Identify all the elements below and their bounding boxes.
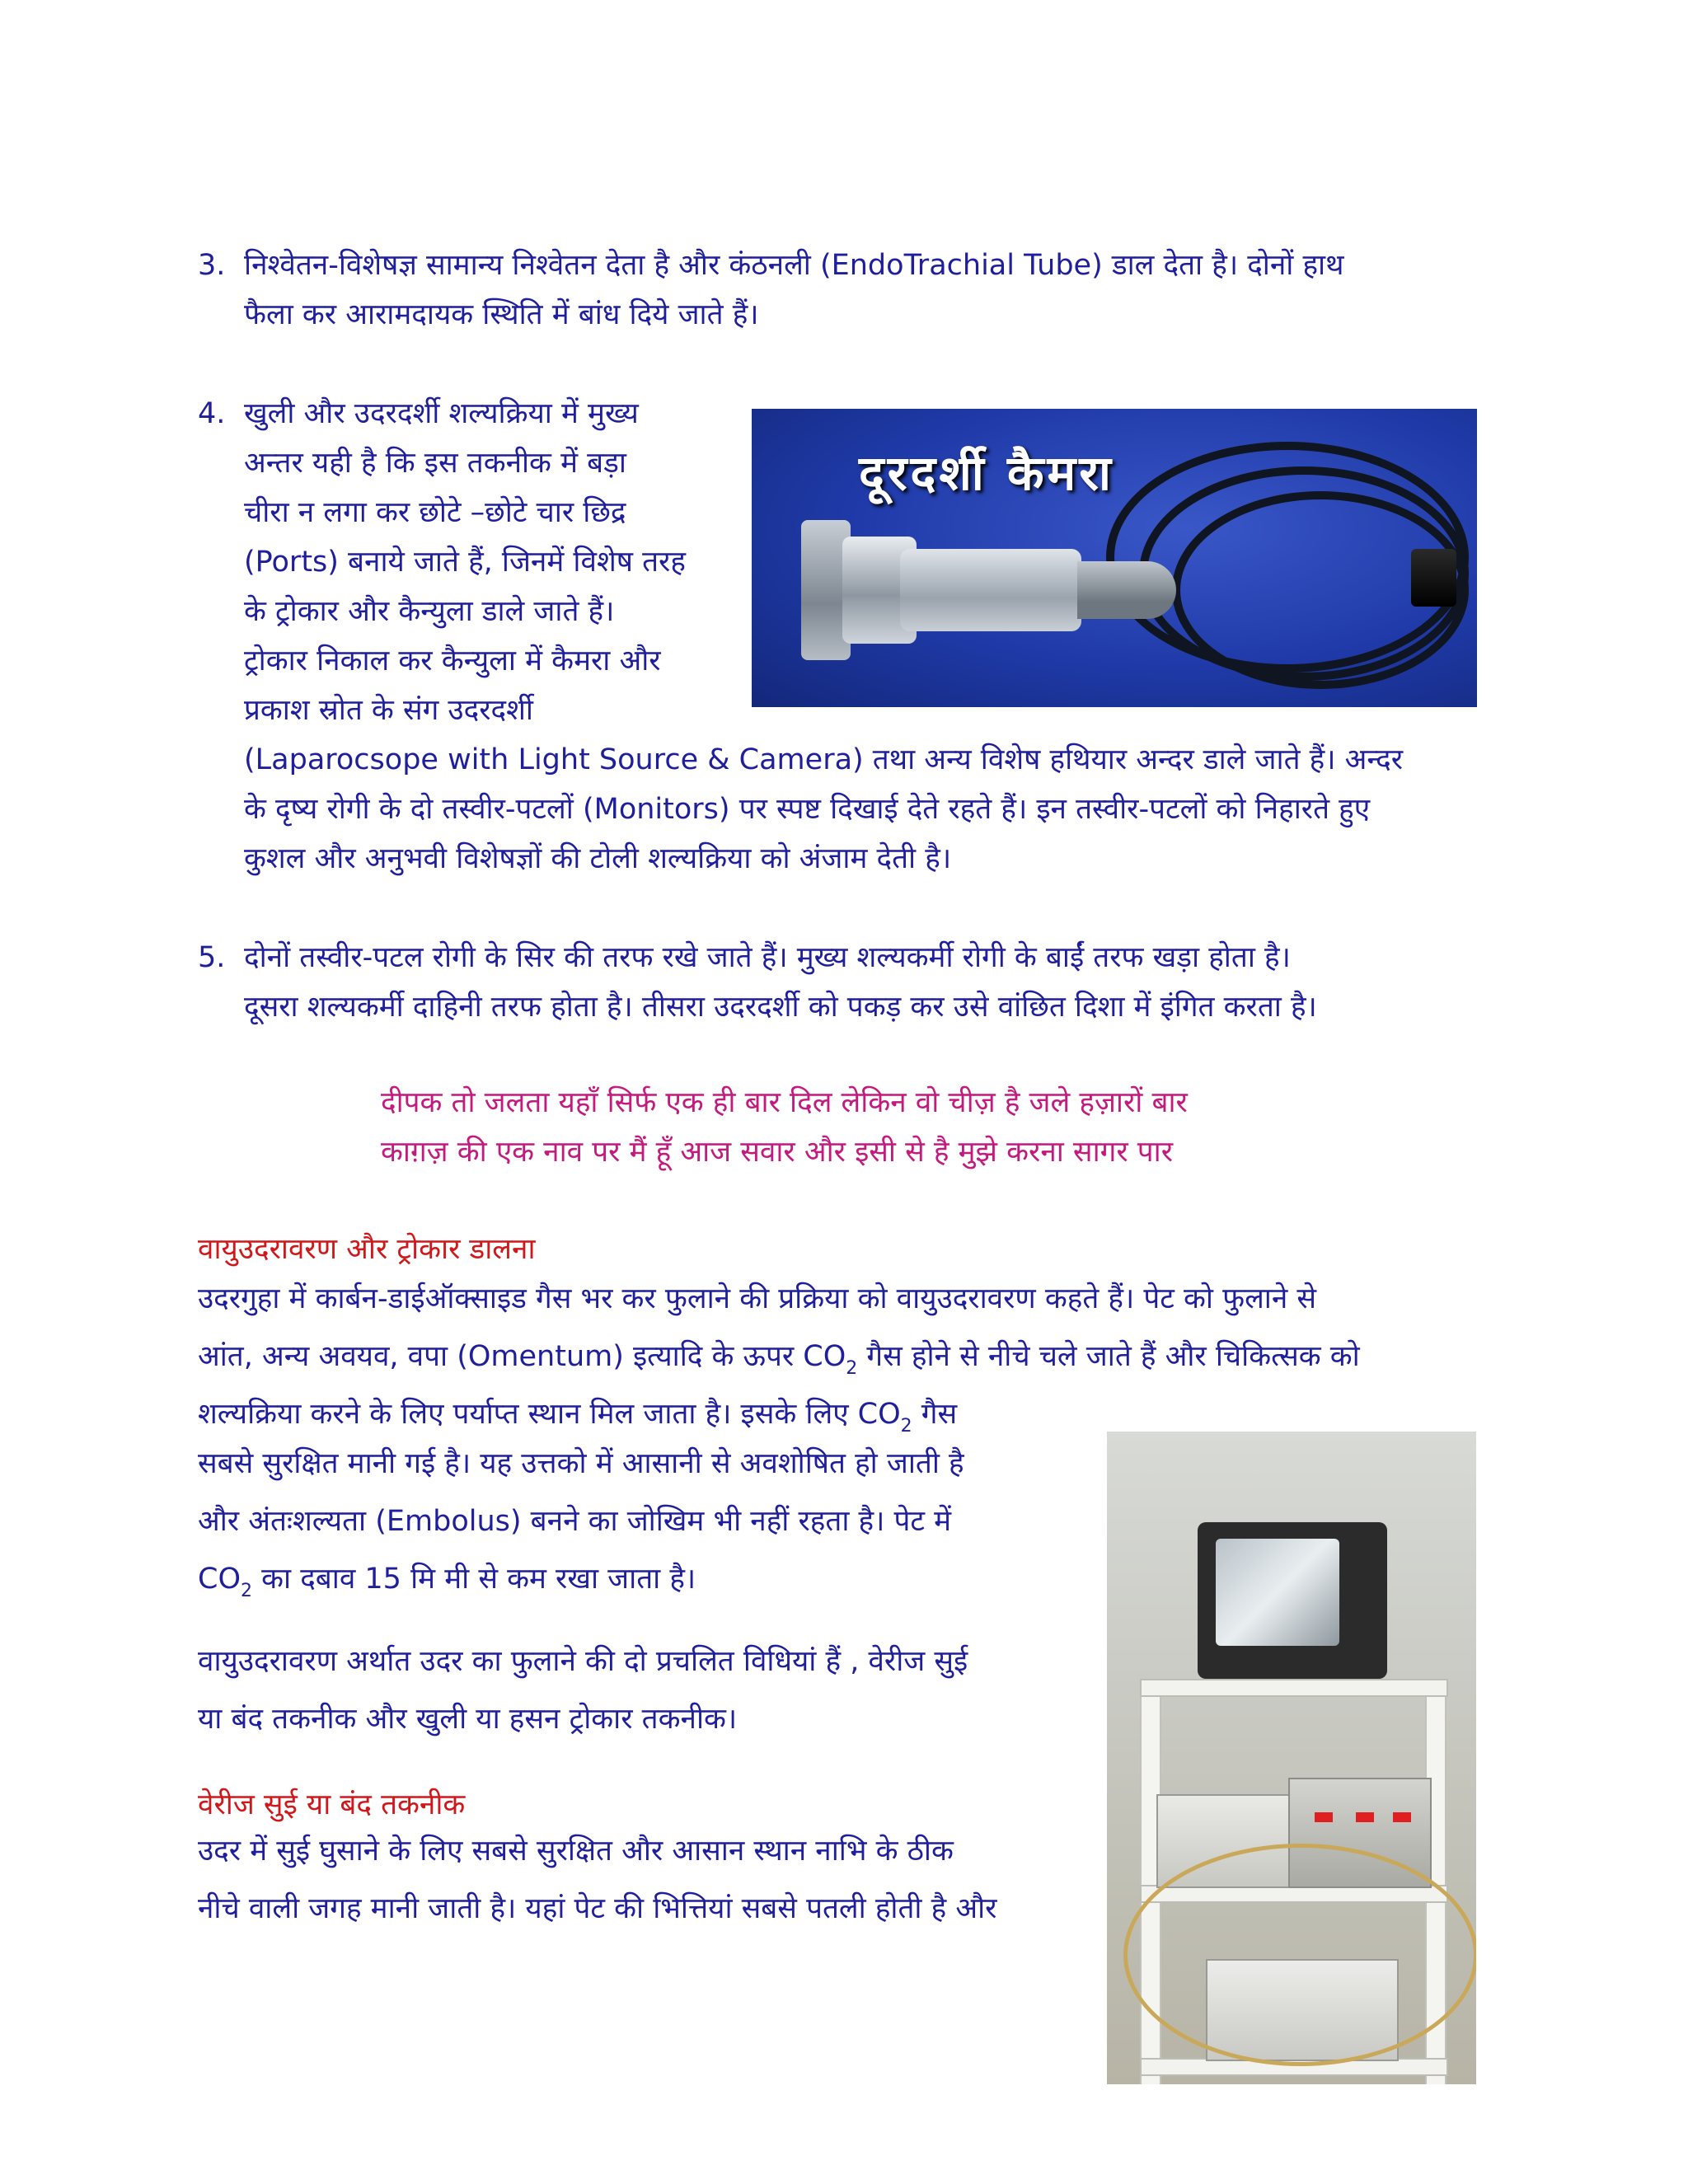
- section-1-line: सबसे सुरक्षित मानी गई है। यह उत्तको में आसानी से अवशोषित हो जाती है: [198, 1447, 964, 1480]
- item-4-line: खुली और उदरदर्शी शल्यक्रिया में मुख्य: [244, 397, 639, 430]
- item-4-continuation-line: कुशल और अनुभवी विशेषज्ञों की टोली शल्यक्रिया को अंजाम देती है।: [244, 842, 952, 875]
- camera-cable-neck: [1077, 561, 1176, 619]
- monitor-tv: [1198, 1522, 1387, 1679]
- section-2-line: उदर में सुई घुसाने के लिए सबसे सुरक्षित और आसान स्थान नाभि के ठीक: [198, 1835, 954, 1868]
- display-led: [1356, 1812, 1374, 1822]
- item-5-line-1: दोनों तस्वीर-पटल रोगी के सिर की तरफ रखे जाते हैं। मुख्य शल्यकर्मी रोगी के बाईं तरफ खड़ा होता है।: [244, 941, 1291, 974]
- item-4-continuation-line: के दृष्य रोगी के दो तस्वीर-पटलों (Monitors) पर स्पष्ट दिखाई देते रहते हैं। इन तस्वीर-पटलों को निहारते हुए: [244, 793, 1371, 826]
- item-4-line: ट्रोकार निकाल कर कैन्युला में कैमरा और: [244, 644, 661, 677]
- item-4-line: अन्तर यही है कि इस तकनीक में बड़ा: [244, 447, 626, 480]
- section-1-paragraph-2-line: या बंद तकनीक और खुली या हसन ट्रोकार तकनीक।: [198, 1703, 738, 1736]
- verse-line-2: काग़ज़ की एक नाव पर मैं हूँ आज सवार और इसी से है मुझे करना सागर पार: [381, 1136, 1174, 1169]
- trolley-shelf: [1140, 1679, 1448, 1697]
- item-3-number: 3.: [198, 249, 226, 282]
- camera-connector-plug: [1411, 549, 1456, 607]
- verse-line-1: दीपक तो जलता यहाँ सिर्फ एक ही बार दिल लेकिन वो चीज़ है जले हज़ारों बार: [381, 1086, 1188, 1119]
- section-2-line: नीचे वाली जगह मानी जाती है। यहां पेट की भित्तियां सबसे पतली होती है और: [198, 1892, 997, 1925]
- camera-head-body: [900, 549, 1081, 631]
- camera-image-caption: दूरदर्शी कैमरा: [859, 445, 1114, 501]
- section-1-line: उदरगुहा में कार्बन-डाईऑक्साइड गैस भर कर फुलाने की प्रक्रिया को वायुउदरावरण कहते हैं। पेट को फुलाने से: [198, 1282, 1317, 1315]
- display-led: [1393, 1812, 1411, 1822]
- display-led: [1315, 1812, 1333, 1822]
- item-4-line: (Ports) बनाये जाते हैं, जिनमें विशेष तरह: [244, 546, 686, 579]
- laparoscopic-camera-photo: [752, 409, 1477, 707]
- section-heading-pneumoperitoneum: वायुउदरावरण और ट्रोकार डालना: [198, 1233, 536, 1266]
- section-1-line: और अंतःशल्यता (Embolus) बनने का जोखिम भी नहीं रहता है। पेट में: [198, 1505, 952, 1538]
- monitor-screen: [1216, 1539, 1339, 1646]
- item-4-line: के ट्रोकार और कैन्युला डाले जाते हैं।: [244, 595, 615, 628]
- item-4-continuation-line: (Laparocsope with Light Source & Camera) तथा अन्य विशेष हथियार अन्दर डाले जाते हैं। अन्दर: [244, 743, 1404, 776]
- item-5-number: 5.: [198, 941, 226, 974]
- section-1-paragraph-2-line: वायुउदरावरण अर्थात उदर का फुलाने की दो प्रचलित विधियां हैं , वेरीज सुई: [198, 1645, 968, 1678]
- item-5-line-2: दूसरा शल्यकर्मी दाहिनी तरफ होता है। तीसरा उदरदर्शी को पकड़ कर उसे वांछित दिशा में इंगित करता है।: [244, 991, 1317, 1024]
- item-3-line-1: निश्वेतन-विशेषज्ञ सामान्य निश्वेतन देता है और कंठनली (EndoTrachial Tube) डाल देता है। दोनों हाथ: [244, 249, 1344, 282]
- section-1-line: $CO_2$ का दबाव 15 मि मी से कम रखा जाता है।: [198, 1563, 696, 1601]
- item-4-number: 4.: [198, 397, 226, 430]
- item-4-line: प्रकाश स्रोत के संग उदरदर्शी: [244, 694, 533, 727]
- section-heading-veress-needle: वेरीज सुई या बंद तकनीक: [198, 1788, 466, 1821]
- laparoscopy-equipment-trolley-photo: [1107, 1432, 1476, 2084]
- item-4-line: चीरा न लगा कर छोटे –छोटे चार छिद्र: [244, 496, 626, 529]
- item-3-line-2: फैला कर आरामदायक स्थिति में बांध दिये जाते हैं।: [244, 298, 759, 331]
- gas-tube: [1123, 1844, 1476, 2066]
- section-1-line: आंत, अन्य अवयव, वपा (Omentum) इत्यादि के ऊपर $CO_2$ गैस होने से नीचे चले जाते हैं और चिकित्सक को: [198, 1340, 1360, 1379]
- section-1-line: शल्यक्रिया करने के लिए पर्याप्त स्थान मिल जाता है। इसके लिए $CO_2$ गैस: [198, 1398, 958, 1436]
